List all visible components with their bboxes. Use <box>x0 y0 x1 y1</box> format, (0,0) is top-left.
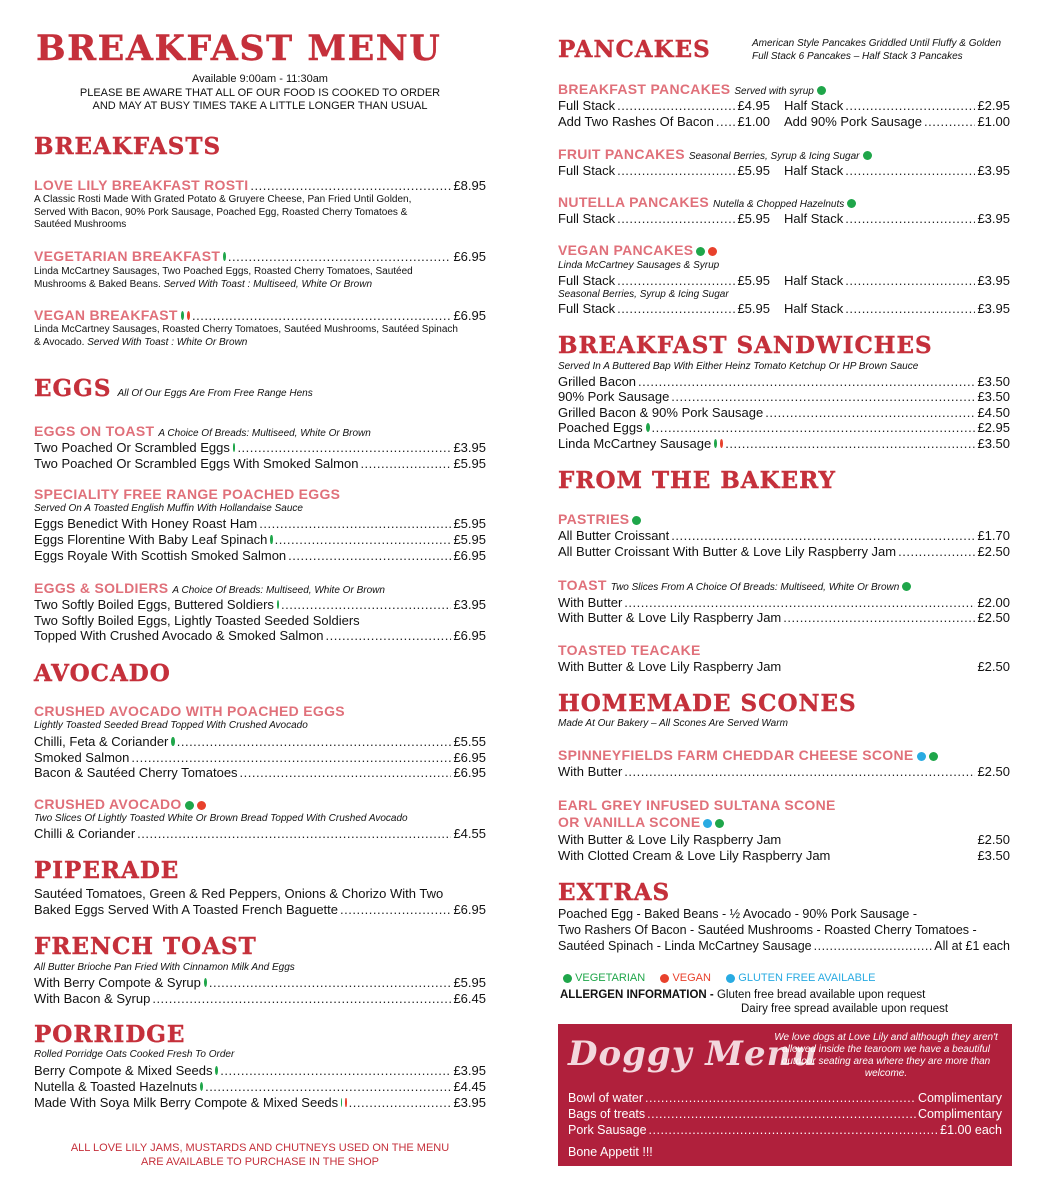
menu-item: Grilled Bacon & 90% Pork Sausage ..... £4.50 <box>558 405 1010 420</box>
availability-text: Available 9:00am - 11:30am <box>192 73 328 85</box>
section-avocado: AVOCADO <box>34 660 171 687</box>
menu-item: Half Stack ..... £2.95 <box>784 98 1010 113</box>
menu-item: Add Two Rashes Of Bacon ..... £1.00 <box>558 114 770 129</box>
gluten-free-dot-icon <box>703 819 712 828</box>
menu-item-vegetarian-breakfast <box>34 248 486 264</box>
menu-item: Chilli, Feta & Coriander ..... £5.55 <box>34 734 486 749</box>
menu-item: Eggs Florentine With Baby Leaf Spinach ..... £5.95 <box>34 532 486 547</box>
price-row <box>558 301 1010 316</box>
legend-gluten-free: GLUTEN FREE AVAILABLE <box>738 972 876 984</box>
menu-item: Full Stack ..... £4.95 <box>558 98 770 113</box>
doggy-menu-panel <box>558 1024 1012 1166</box>
legend-vegetarian: VEGETARIAN <box>575 972 646 984</box>
notice-line-1: PLEASE BE AWARE THAT ALL OF OUR FOOD IS COOKED TO ORDER <box>79 87 441 99</box>
vegetarian-dot-icon <box>847 199 856 208</box>
section-breakfasts: BREAKFASTS <box>34 133 222 160</box>
vegetarian-dot-icon <box>215 1066 218 1075</box>
legend-vegan: VEGAN <box>672 972 711 984</box>
toast-heading: TOAST Two Slices From A Choice Of Breads: Multiseed, White Or Brown <box>558 577 911 593</box>
menu-item-rosti <box>34 177 486 193</box>
avocado-poached-heading: CRUSHED AVOCADO WITH POACHED EGGS <box>34 703 345 719</box>
price-row <box>558 211 1010 226</box>
menu-item: Two Poached Or Scrambled Eggs With Smoked Salmon ..... £5.95 <box>34 456 486 471</box>
french-toast-note: All Butter Brioche Pan Fried With Cinnamon Milk And Eggs <box>34 962 295 973</box>
section-from-the-bakery: FROM THE BAKERY <box>558 467 836 494</box>
menu-item-vegan-breakfast <box>34 307 486 323</box>
gluten-free-dot-icon <box>726 974 735 983</box>
vegetarian-dot-icon <box>341 1098 342 1107</box>
piperade-line-1: Sautéed Tomatoes, Green & Red Peppers, Onions & Chorizo With Two <box>34 886 444 901</box>
vegetarian-dot-icon <box>632 516 641 525</box>
vegan-dot-icon <box>720 439 723 448</box>
menu-item: Two Poached Or Scrambled Eggs ..... £3.95 <box>34 440 486 455</box>
extras-line-1: Poached Egg - Baked Beans - ½ Avocado - 90% Pork Sausage - <box>558 907 918 921</box>
vegan-description: Linda McCartney Sausages, Roasted Cherry Tomatoes, Sautéed Mushrooms, Sautéed Spinach & Avocado. Served With Toast : White Or Brown <box>34 324 458 348</box>
menu-item: All Butter Croissant With Butter & Love Lily Raspberry Jam ..... £2.50 <box>558 544 1010 559</box>
menu-item: Full Stack ..... £5.95 <box>558 301 770 316</box>
menu-item: All Butter Croissant ..... £1.70 <box>558 528 1010 543</box>
vegan-pancakes-note-1: Linda McCartney Sausages & Syrup <box>558 260 720 271</box>
doggy-item: Bags of treats ..... Complimentary <box>568 1107 1002 1121</box>
vegetarian-dot-icon <box>715 819 724 828</box>
vegetarian-dot-icon <box>200 1082 203 1091</box>
eggs-on-toast-heading: EGGS ON TOAST A Choice Of Breads: Multiseed, White Or Brown <box>34 423 371 439</box>
vegan-dot-icon <box>187 311 190 320</box>
crushed-avocado-note: Two Slices Of Lightly Toasted White Or Brown Bread Topped With Crushed Avocado <box>34 813 408 824</box>
menu-item: Smoked Salmon ..... £6.95 <box>34 750 486 765</box>
item-name: VEGAN BREAKFAST <box>34 307 178 323</box>
menu-item: Full Stack ..... £5.95 <box>558 273 770 288</box>
sandwiches-note: Served In A Buttered Bap With Either Heinz Tomato Ketchup Or HP Brown Sauce <box>558 361 919 372</box>
menu-item: With Butter & Love Lily Raspberry Jam £2.50 <box>558 659 1010 674</box>
scones-note: Made At Our Bakery – All Scones Are Served Warm <box>558 718 788 729</box>
doggy-menu-blurb: We love dogs at Love Lily and although they aren't allowed inside the tearoom we have a beautiful outdoor seating area where they are more than welcome. <box>774 1032 998 1079</box>
menu-item: Add 90% Pork Sausage ..... £1.00 <box>784 114 1010 129</box>
menu-item: Half Stack ..... £3.95 <box>784 163 1010 178</box>
menu-item-line: Two Softly Boiled Eggs, Lightly Toasted Seeded Soldiers <box>34 613 360 628</box>
price-row <box>558 273 1010 288</box>
menu-item: With Butter & Love Lily Raspberry Jam ..... £2.50 <box>558 610 1010 625</box>
section-breakfast-sandwiches: BREAKFAST SANDWICHES <box>558 332 933 359</box>
section-porridge: PORRIDGE <box>34 1021 186 1048</box>
vegan-pancakes-heading: VEGAN PANCAKES <box>558 242 717 258</box>
item-price: £6.95 <box>453 308 486 323</box>
menu-item: With Berry Compote & Syrup ..... £5.95 <box>34 975 486 990</box>
cheddar-scone-heading: SPINNEYFIELDS FARM CHEDDAR CHEESE SCONE <box>558 747 938 763</box>
menu-item: Made With Soya Milk Berry Compote & Mixed Seeds ..... £3.95 <box>34 1095 486 1110</box>
menu-item: Eggs Benedict With Honey Roast Ham ..... £5.95 <box>34 516 486 531</box>
vegetarian-dot-icon <box>696 247 705 256</box>
poached-eggs-note: Served On A Toasted English Muffin With Hollandaise Sauce <box>34 503 303 514</box>
menu-item: Bacon & Sautéed Cherry Tomatoes ..... £6.95 <box>34 765 486 780</box>
pancakes-note: American Style Pancakes Griddled Until Fluffy & Golden Full Stack 6 Pancakes – Half Stack 3 Pancakes <box>752 38 1001 62</box>
menu-item: Baked Eggs Served With A Toasted French Baguette ..... £6.95 <box>34 902 486 917</box>
menu-item: Full Stack ..... £5.95 <box>558 211 770 226</box>
item-price: £8.95 <box>453 178 486 193</box>
footer-line-1: ALL LOVE LILY JAMS, MUSTARDS AND CHUTNEYS USED ON THE MENU <box>70 1142 450 1154</box>
pastries-heading: PASTRIES <box>558 511 641 527</box>
menu-item: Full Stack ..... £5.95 <box>558 163 770 178</box>
section-homemade-scones: HOMEMADE SCONES <box>558 690 857 717</box>
porridge-note: Rolled Porridge Oats Cooked Fresh To Order <box>34 1049 235 1060</box>
vegetarian-dot-icon <box>646 423 650 432</box>
vegetarian-dot-icon <box>929 752 938 761</box>
vegan-dot-icon <box>660 974 669 983</box>
vegetarian-dot-icon <box>185 801 194 810</box>
doggy-item: Bowl of water ..... Complimentary <box>568 1091 1002 1105</box>
menu-item: With Bacon & Syrup ..... £6.45 <box>34 991 486 1006</box>
menu-item: 90% Pork Sausage ..... £3.50 <box>558 389 1010 404</box>
menu-item: With Butter ..... £2.50 <box>558 764 1010 779</box>
crushed-avocado-heading: CRUSHED AVOCADO <box>34 796 206 812</box>
fruit-pancakes-heading: FRUIT PANCAKES Seasonal Berries, Syrup & Icing Sugar <box>558 146 872 162</box>
menu-item: Eggs Royale With Scottish Smoked Salmon ..... £6.95 <box>34 548 486 563</box>
vegetarian-description: Linda McCartney Sausages, Two Poached Eggs, Roasted Cherry Tomatoes, Sautéed Mushrooms & Baked Beans. Served With Toast : Multiseed, White Or Brown <box>34 266 413 290</box>
extras-line-3: Sautéed Spinach - Linda McCartney Sausage ..... All at £1 each <box>558 939 1010 953</box>
teacake-heading: TOASTED TEACAKE <box>558 642 701 658</box>
doggy-closing: Bone Appetit !!! <box>568 1145 653 1159</box>
vegetarian-dot-icon <box>181 311 184 320</box>
vegetarian-dot-icon <box>223 252 226 261</box>
page-title: BREAKFAST MENU <box>36 28 442 69</box>
vegetarian-dot-icon <box>817 86 826 95</box>
vegetarian-dot-icon <box>204 978 207 987</box>
price-row <box>558 98 1010 113</box>
eggs-soldiers-heading: EGGS & SOLDIERS A Choice Of Breads: Multiseed, White Or Brown <box>34 580 385 596</box>
item-price: £6.95 <box>453 249 486 264</box>
vegetarian-dot-icon <box>863 151 872 160</box>
gluten-free-dot-icon <box>917 752 926 761</box>
section-french-toast: FRENCH TOAST <box>34 933 257 960</box>
section-piperade: PIPERADE <box>34 857 180 884</box>
item-name: LOVE LILY BREAKFAST ROSTI <box>34 177 249 193</box>
menu-item: Two Softly Boiled Eggs, Buttered Soldiers ..... £3.95 <box>34 597 486 612</box>
vegan-dot-icon <box>345 1098 346 1107</box>
vegetarian-dot-icon <box>233 443 236 452</box>
nutella-pancakes-heading: NUTELLA PANCAKES Nutella & Chopped Hazelnuts <box>558 194 856 210</box>
vanilla-scone-heading: OR VANILLA SCONE <box>558 814 724 830</box>
section-pancakes: PANCAKES <box>558 36 711 63</box>
item-name: VEGETARIAN BREAKFAST <box>34 248 221 264</box>
price-row <box>558 114 1010 129</box>
notice-line-2: AND MAY AT BUSY TIMES TAKE A LITTLE LONGER THAN USUAL <box>92 100 428 112</box>
menu-item: Linda McCartney Sausage ..... £3.50 <box>558 436 1010 451</box>
menu-item: Topped With Crushed Avocado & Smoked Salmon ..... £6.95 <box>34 628 486 643</box>
menu-item: Chilli & Coriander ..... £4.55 <box>34 826 486 841</box>
avocado-poached-note: Lightly Toasted Seeded Bread Topped With Crushed Avocado <box>34 720 308 731</box>
menu-item: With Butter ..... £2.00 <box>558 595 1010 610</box>
breakfast-pancakes-heading: BREAKFAST PANCAKES Served with syrup <box>558 81 826 97</box>
extras-line-2: Two Rashers Of Bacon - Sautéed Mushrooms - Roasted Cherry Tomatoes - <box>558 923 977 937</box>
doggy-menu-title: Doggy Menu <box>568 1034 819 1074</box>
vegetarian-dot-icon <box>563 974 572 983</box>
vegan-dot-icon <box>197 801 206 810</box>
allergen-info-2: Dairy free spread available upon request <box>741 1003 949 1015</box>
menu-item: With Butter & Love Lily Raspberry Jam £2.50 <box>558 832 1010 847</box>
menu-item: Half Stack ..... £3.95 <box>784 211 1010 226</box>
section-extras: EXTRAS <box>558 879 671 906</box>
menu-item: With Clotted Cream & Love Lily Raspberry Jam £3.50 <box>558 848 1010 863</box>
menu-item: Half Stack ..... £3.95 <box>784 273 1010 288</box>
menu-item: Half Stack ..... £3.95 <box>784 301 1010 316</box>
earl-grey-scone-heading: EARL GREY INFUSED SULTANA SCONE <box>558 797 836 813</box>
section-eggs: EGGS All Of Our Eggs Are From Free Range Hens <box>34 375 313 402</box>
allergen-info: ALLERGEN INFORMATION - Gluten free bread available upon request <box>560 989 926 1001</box>
rosti-description: A Classic Rosti Made With Grated Potato & Gruyere Cheese, Pan Fried Until Golden, Served With Bacon, 90% Pork Sausage, Poached Egg, Roasted Cherry Tomatoes & Sautéed Mushrooms <box>34 194 412 230</box>
doggy-item: Pork Sausage ..... £1.00 each <box>568 1123 1002 1137</box>
poached-eggs-heading: SPECIALITY FREE RANGE POACHED EGGS <box>34 486 341 502</box>
price-row <box>558 163 1010 178</box>
menu-item: Nutella & Toasted Hazelnuts ..... £4.45 <box>34 1079 486 1094</box>
vegetarian-dot-icon <box>277 600 279 609</box>
vegetarian-dot-icon <box>171 737 174 746</box>
vegetarian-dot-icon <box>714 439 717 448</box>
vegan-dot-icon <box>708 247 717 256</box>
footer-line-2: ARE AVAILABLE TO PURCHASE IN THE SHOP <box>140 1156 379 1168</box>
menu-item: Grilled Bacon ..... £3.50 <box>558 374 1010 389</box>
menu-item: Berry Compote & Mixed Seeds ..... £3.95 <box>34 1063 486 1078</box>
vegetarian-dot-icon <box>902 582 911 591</box>
vegan-pancakes-note-2: Seasonal Berries, Syrup & Icing Sugar <box>558 289 729 300</box>
dietary-legend <box>560 972 875 984</box>
menu-item: Poached Eggs ..... £2.95 <box>558 420 1010 435</box>
vegetarian-dot-icon <box>270 535 272 544</box>
